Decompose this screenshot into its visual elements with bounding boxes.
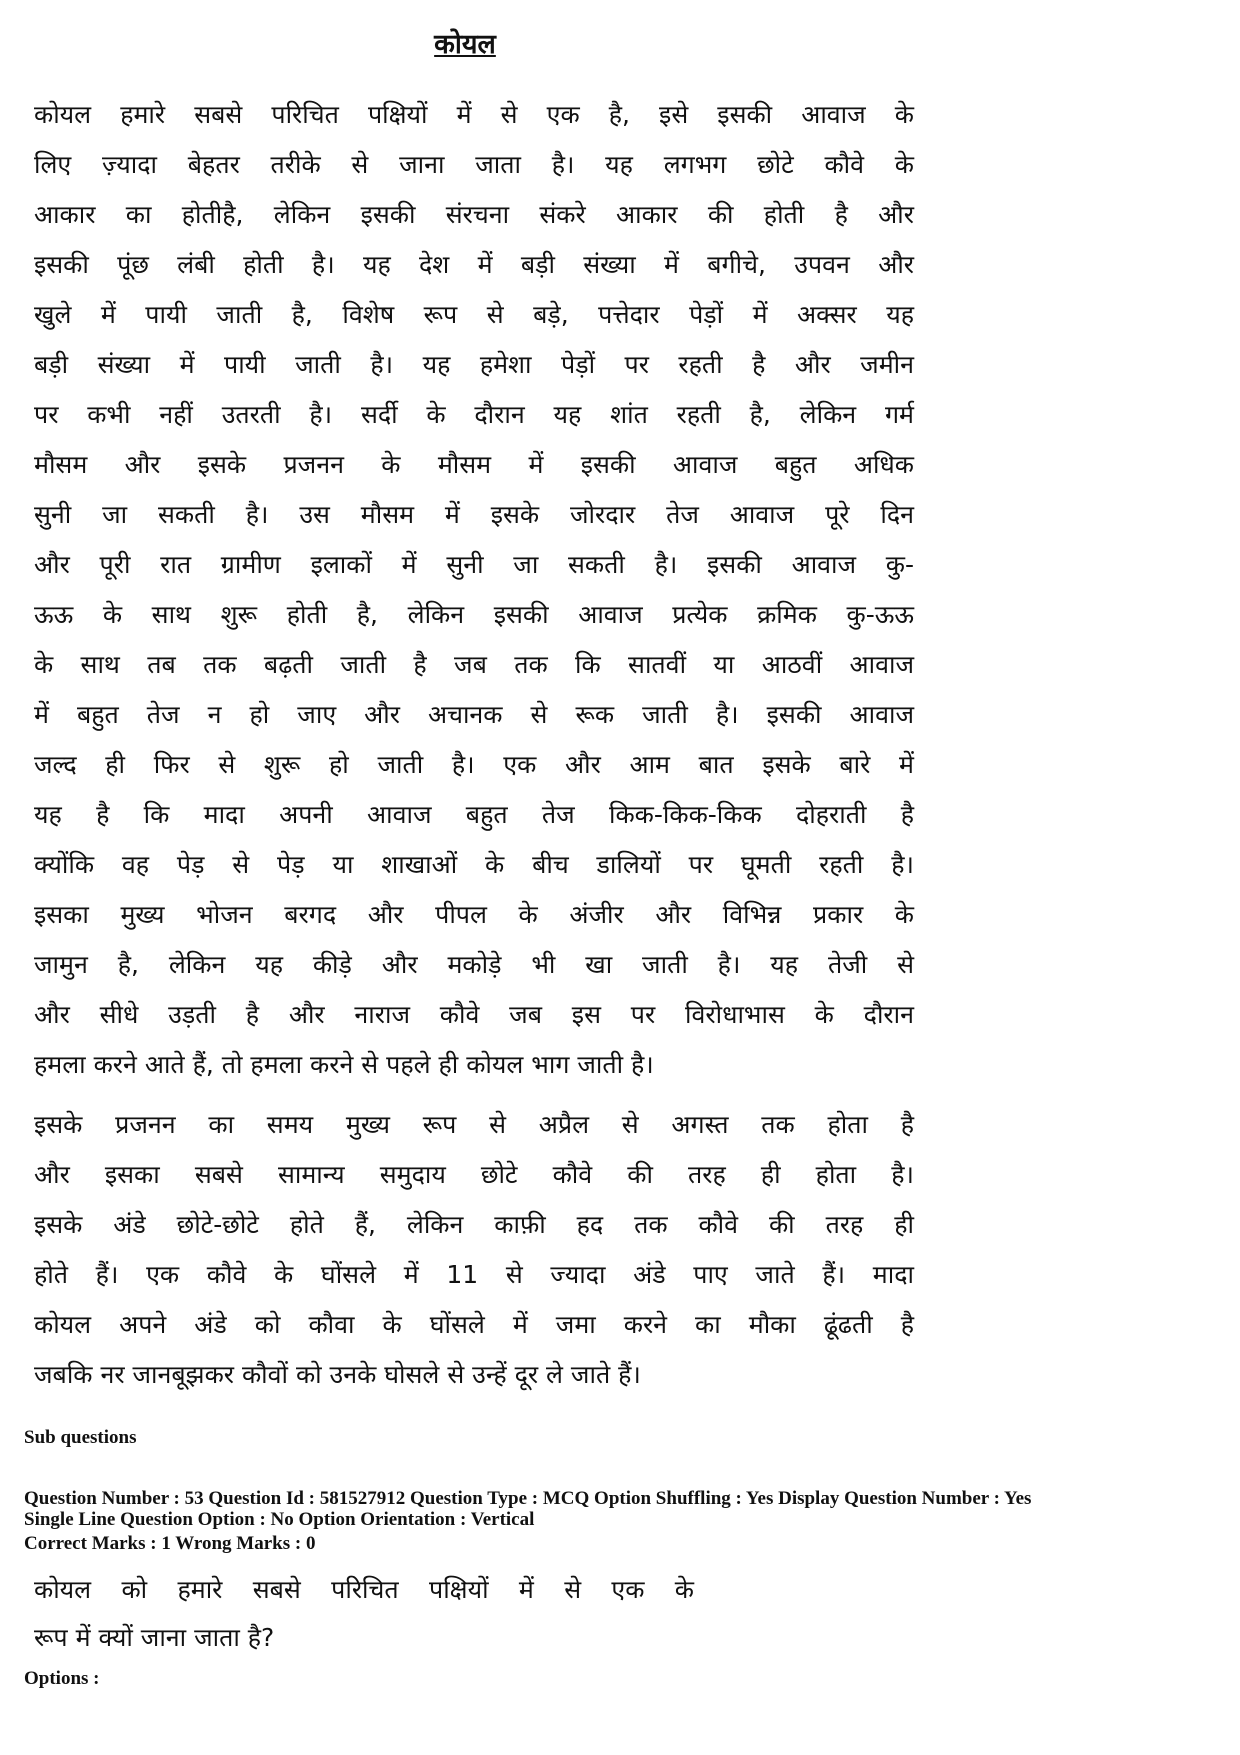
passage-line: और सीधे उड़ती है और नाराज कौवे जब इस पर विरोधाभास के दौरान: [34, 1000, 914, 1029]
passage-line: हमला करने आते हैं, तो हमला करने से पहले ही कोयल भाग जाती है।: [34, 1050, 654, 1079]
passage-line: सुनी जा सकती है। उस मौसम में इसके जोरदार तेज आवाज पूरे दिन: [34, 500, 914, 529]
passage-line: बड़ी संख्या में पायी जाती है। यह हमेशा पेड़ों पर रहती है और जमीन: [34, 350, 914, 379]
passage-line: इसकी पूंछ लंबी होती है। यह देश में बड़ी संख्या में बगीचे, उपवन और: [34, 250, 914, 279]
passage-line: यह है कि मादा अपनी आवाज बहुत तेज किक-किक-किक दोहराती है: [34, 800, 914, 829]
passage-line: इसका मुख्य भोजन बरगद और पीपल के अंजीर और विभिन्न प्रकार के: [34, 900, 914, 929]
sub-questions-heading: Sub questions: [24, 1427, 137, 1448]
passage-line: के साथ तब तक बढ़ती जाती है जब तक कि सातवीं या आठवीं आवाज: [34, 650, 914, 679]
passage-title: कोयल: [434, 29, 496, 60]
passage-line: में बहुत तेज न हो जाए और अचानक से रूक जाती है। इसकी आवाज: [34, 700, 914, 729]
passage-line: इसके प्रजनन का समय मुख्य रूप से अप्रैल से अगस्त तक होता है: [34, 1110, 914, 1139]
question-meta-line-1: Question Number : 53 Question Id : 581527912 Question Type : MCQ Option Shuffling : Yes Display Question Number : Yes: [24, 1488, 1032, 1509]
question-text: [34, 1566, 694, 1662]
passage-line: जल्द ही फिर से शुरू हो जाती है। एक और आम बात इसके बारे में: [34, 750, 914, 779]
passage-line: खुले में पायी जाती है, विशेष रूप से बड़े, पत्तेदार पेड़ों में अक्सर यह: [34, 300, 914, 329]
passage-line: कोयल अपने अंडे को कौवा के घोंसले में जमा करने का मौका ढूंढती है: [34, 1310, 914, 1339]
passage-paragraph-2: [34, 1100, 914, 1400]
passage-line: ऊऊ के साथ शुरू होती है, लेकिन इसकी आवाज प्रत्येक क्रमिक कु-ऊऊ: [34, 600, 914, 629]
passage-line: आकार का होतीहै, लेकिन इसकी संरचना संकरे आकार की होती है और: [34, 200, 914, 229]
question-line: कोयल को हमारे सबसे परिचित पक्षियों में से एक के: [34, 1575, 694, 1604]
passage-line: मौसम और इसके प्रजनन के मौसम में इसकी आवाज बहुत अधिक: [34, 450, 914, 479]
question-marks: Correct Marks : 1 Wrong Marks : 0: [24, 1533, 316, 1554]
passage-line: क्योंकि वह पेड़ से पेड़ या शाखाओं के बीच डालियों पर घूमती रहती है।: [34, 850, 914, 879]
question-line: रूप में क्यों जाना जाता है?: [34, 1623, 275, 1652]
options-label: Options :: [24, 1668, 100, 1689]
passage-line: इसके अंडे छोटे-छोटे होते हैं, लेकिन काफ़ी हद तक कौवे की तरह ही: [34, 1210, 914, 1239]
passage-paragraph-1: [34, 90, 914, 1090]
question-meta-line-2: Single Line Question Option : No Option Orientation : Vertical: [24, 1509, 535, 1530]
passage-line: जामुन है, लेकिन यह कीड़े और मकोड़े भी खा जाती है। यह तेजी से: [34, 950, 914, 979]
passage-line: और इसका सबसे सामान्य समुदाय छोटे कौवे की तरह ही होता है।: [34, 1160, 914, 1189]
passage-line: होते हैं। एक कौवे के घोंसले में 11 से ज्यादा अंडे पाए जाते हैं। मादा: [34, 1260, 914, 1289]
passage-line: और पूरी रात ग्रामीण इलाकों में सुनी जा सकती है। इसकी आवाज कु-: [34, 550, 914, 579]
passage-line: कोयल हमारे सबसे परिचित पक्षियों में से एक है, इसे इसकी आवाज के: [34, 100, 914, 129]
passage-line: पर कभी नहीं उतरती है। सर्दी के दौरान यह शांत रहती है, लेकिन गर्म: [34, 400, 914, 429]
passage-line: लिए ज़्यादा बेहतर तरीके से जाना जाता है। यह लगभग छोटे कौवे के: [34, 150, 914, 179]
passage-line: जबकि नर जानबूझकर कौवों को उनके घोसले से उन्हें दूर ले जाते हैं।: [34, 1360, 641, 1389]
